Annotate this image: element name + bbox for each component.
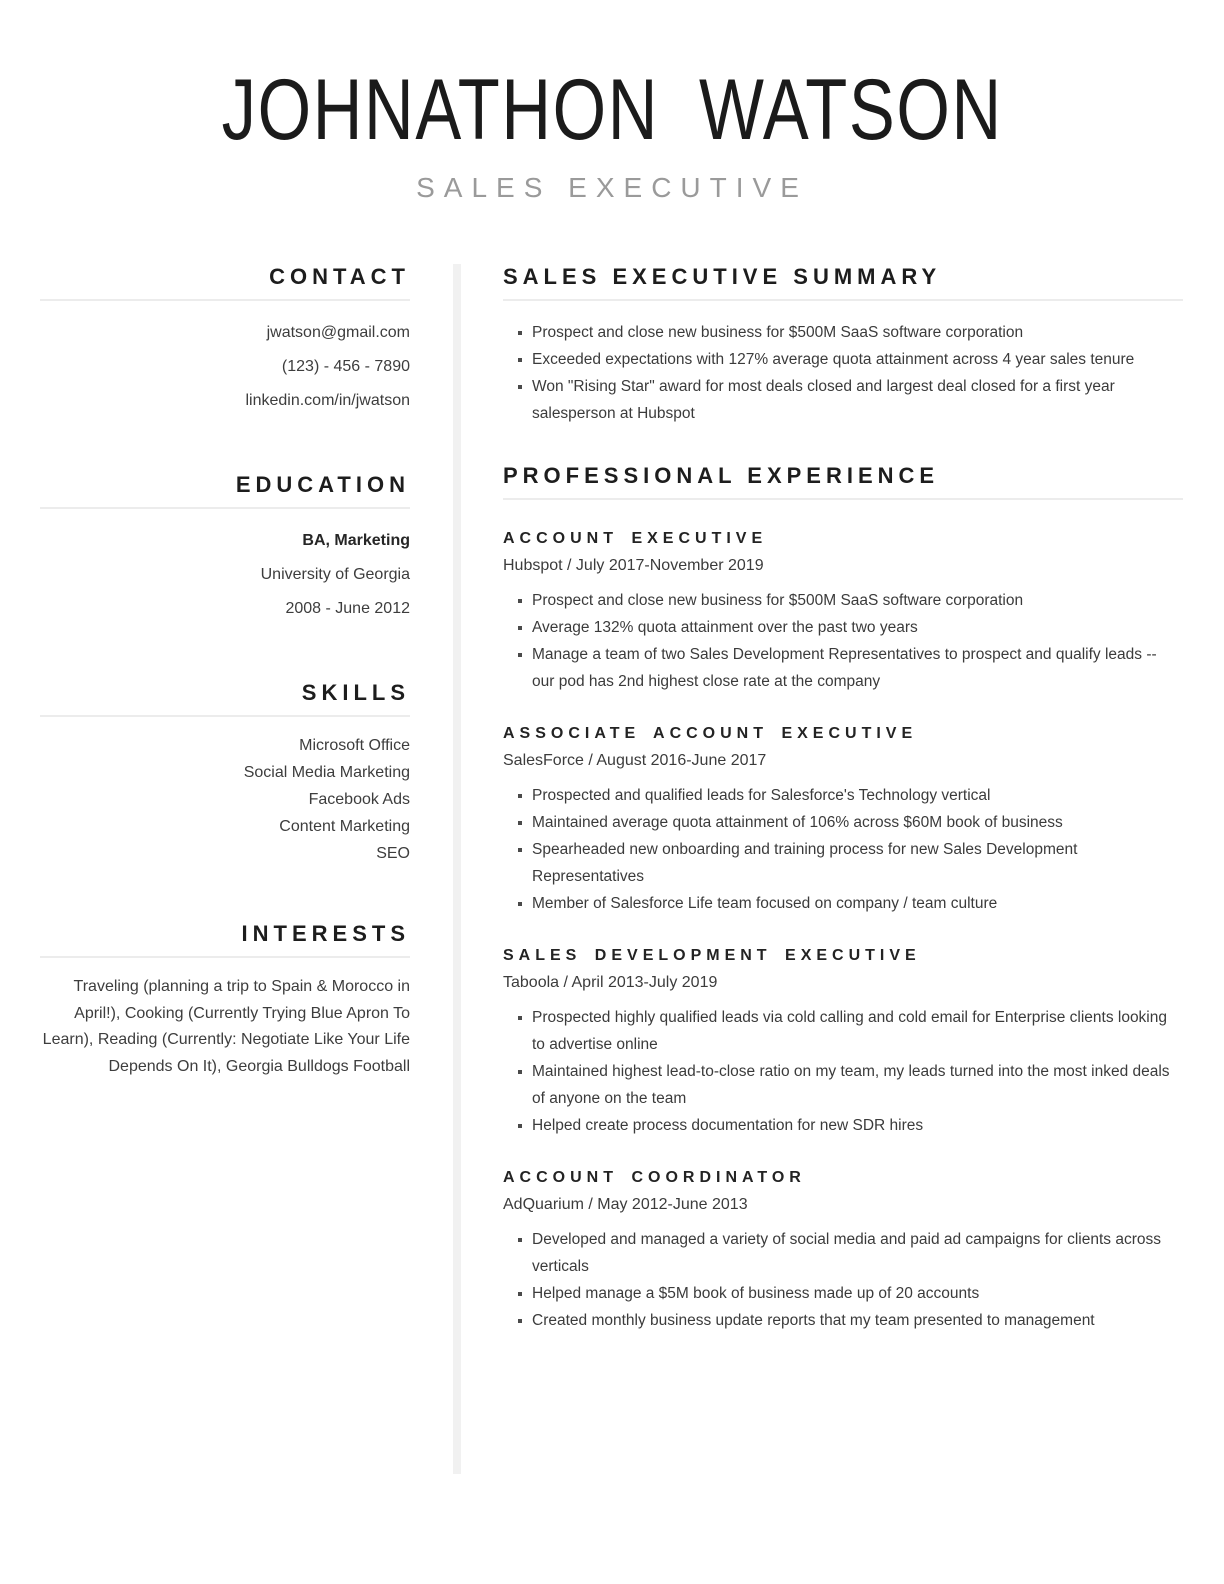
interests-text: Traveling (planning a trip to Spain & Morocco in April!), Cooking (Currently Trying Blue Apron To Learn), Reading (Currently: Negotiate Like Your Life Depends On It), Georgia Bulldogs Football [42,978,410,1075]
education-section [40,472,410,626]
skill-item: Microsoft Office [299,737,410,755]
job-entry [503,947,1183,1139]
job-entry [503,725,1183,917]
candidate-name: JOHNATHON WATSON [221,62,1003,158]
summary-bullet-list [503,319,1183,427]
education-rule [40,507,410,509]
contact-item: linkedin.com/in/jwatson [245,392,410,410]
skills-section [40,680,410,867]
summary-bullet: Exceeded expectations with 127% average quota attainment across 4 year sales tenure [503,346,1183,373]
job-bullet: Prospect and close new business for $500M SaaS software corporation [503,587,1183,614]
job-bullet: Helped create process documentation for new SDR hires [503,1112,1183,1139]
education-entry [40,524,410,626]
resume-header [0,0,1224,204]
job-bullet: Average 132% quota attainment over the past two years [503,614,1183,641]
resume-body [0,264,1224,1474]
experience-section [503,463,1183,1334]
job-company-dates: Taboola / April 2013-July 2019 [503,974,718,992]
job-bullet: Maintained average quota attainment of 106% across $60M book of business [503,809,1183,836]
education-heading: EDUCATION [235,472,410,498]
summary-bullet: Won "Rising Star" award for most deals closed and largest deal closed for a first year salesperson at Hubspot [503,373,1183,427]
contact-section [40,264,410,418]
interests-section [40,921,410,1080]
job-title: ACCOUNT EXECUTIVE [503,530,768,548]
education-dates: 2008 - June 2012 [285,600,410,618]
summary-bullet: Prospect and close new business for $500M SaaS software corporation [503,319,1183,346]
job-bullet: Prospected highly qualified leads via cold calling and cold email for Enterprise clients looking to advertise online [503,1004,1183,1058]
contact-item: jwatson@gmail.com [266,324,410,342]
job-list [503,530,1183,1334]
skills-heading: SKILLS [301,680,410,706]
summary-heading: SALES EXECUTIVE SUMMARY [503,264,942,290]
contact-list [40,316,410,418]
job-bullet: Spearheaded new onboarding and training process for new Sales Development Representatives [503,836,1183,890]
job-bullet: Manage a team of two Sales Development Representatives to prospect and qualify leads -- our pod has 2nd highest close rate at the company [503,641,1183,695]
job-bullet-list [503,782,1183,917]
contact-heading: CONTACT [269,264,410,290]
contact-rule [40,299,410,301]
candidate-job-title: SALES EXECUTIVE [416,172,808,204]
job-company-dates: SalesForce / August 2016-June 2017 [503,752,767,770]
job-bullet: Prospected and qualified leads for Salesforce's Technology vertical [503,782,1183,809]
summary-section [503,264,1183,427]
skills-list [40,732,410,867]
main-column [503,264,1183,1334]
job-title: SALES DEVELOPMENT EXECUTIVE [503,947,921,965]
job-bullet: Created monthly business update reports that my team presented to management [503,1307,1183,1334]
job-company-dates: AdQuarium / May 2012-June 2013 [503,1196,748,1214]
job-bullet: Helped manage a $5M book of business made up of 20 accounts [503,1280,1183,1307]
job-bullet-list [503,1226,1183,1334]
contact-item: (123) - 456 - 7890 [281,358,410,376]
job-entry [503,530,1183,695]
summary-rule [503,299,1183,301]
job-title: ACCOUNT COORDINATOR [503,1169,806,1187]
experience-heading: PROFESSIONAL EXPERIENCE [503,463,940,489]
job-bullet-list [503,1004,1183,1139]
job-bullet: Maintained highest lead-to-close ratio on my team, my leads turned into the most inked deals of anyone on the team [503,1058,1183,1112]
job-entry [503,1169,1183,1334]
skill-item: Social Media Marketing [243,764,410,782]
sidebar [40,264,410,1080]
interests-rule [40,956,410,958]
education-school: University of Georgia [260,566,410,584]
vertical-divider [453,264,461,1474]
skill-item: SEO [376,845,410,863]
job-title: ASSOCIATE ACCOUNT EXECUTIVE [503,725,918,743]
job-bullet: Member of Salesforce Life team focused on company / team culture [503,890,1183,917]
skill-item: Content Marketing [279,818,410,836]
job-bullet-list [503,587,1183,695]
job-bullet: Developed and managed a variety of social media and paid ad campaigns for clients across verticals [503,1226,1183,1280]
interests-heading: INTERESTS [241,921,410,947]
experience-rule [503,498,1183,500]
education-degree: BA, Marketing [302,532,410,550]
skills-rule [40,715,410,717]
skill-item: Facebook Ads [308,791,410,809]
job-company-dates: Hubspot / July 2017-November 2019 [503,557,764,575]
